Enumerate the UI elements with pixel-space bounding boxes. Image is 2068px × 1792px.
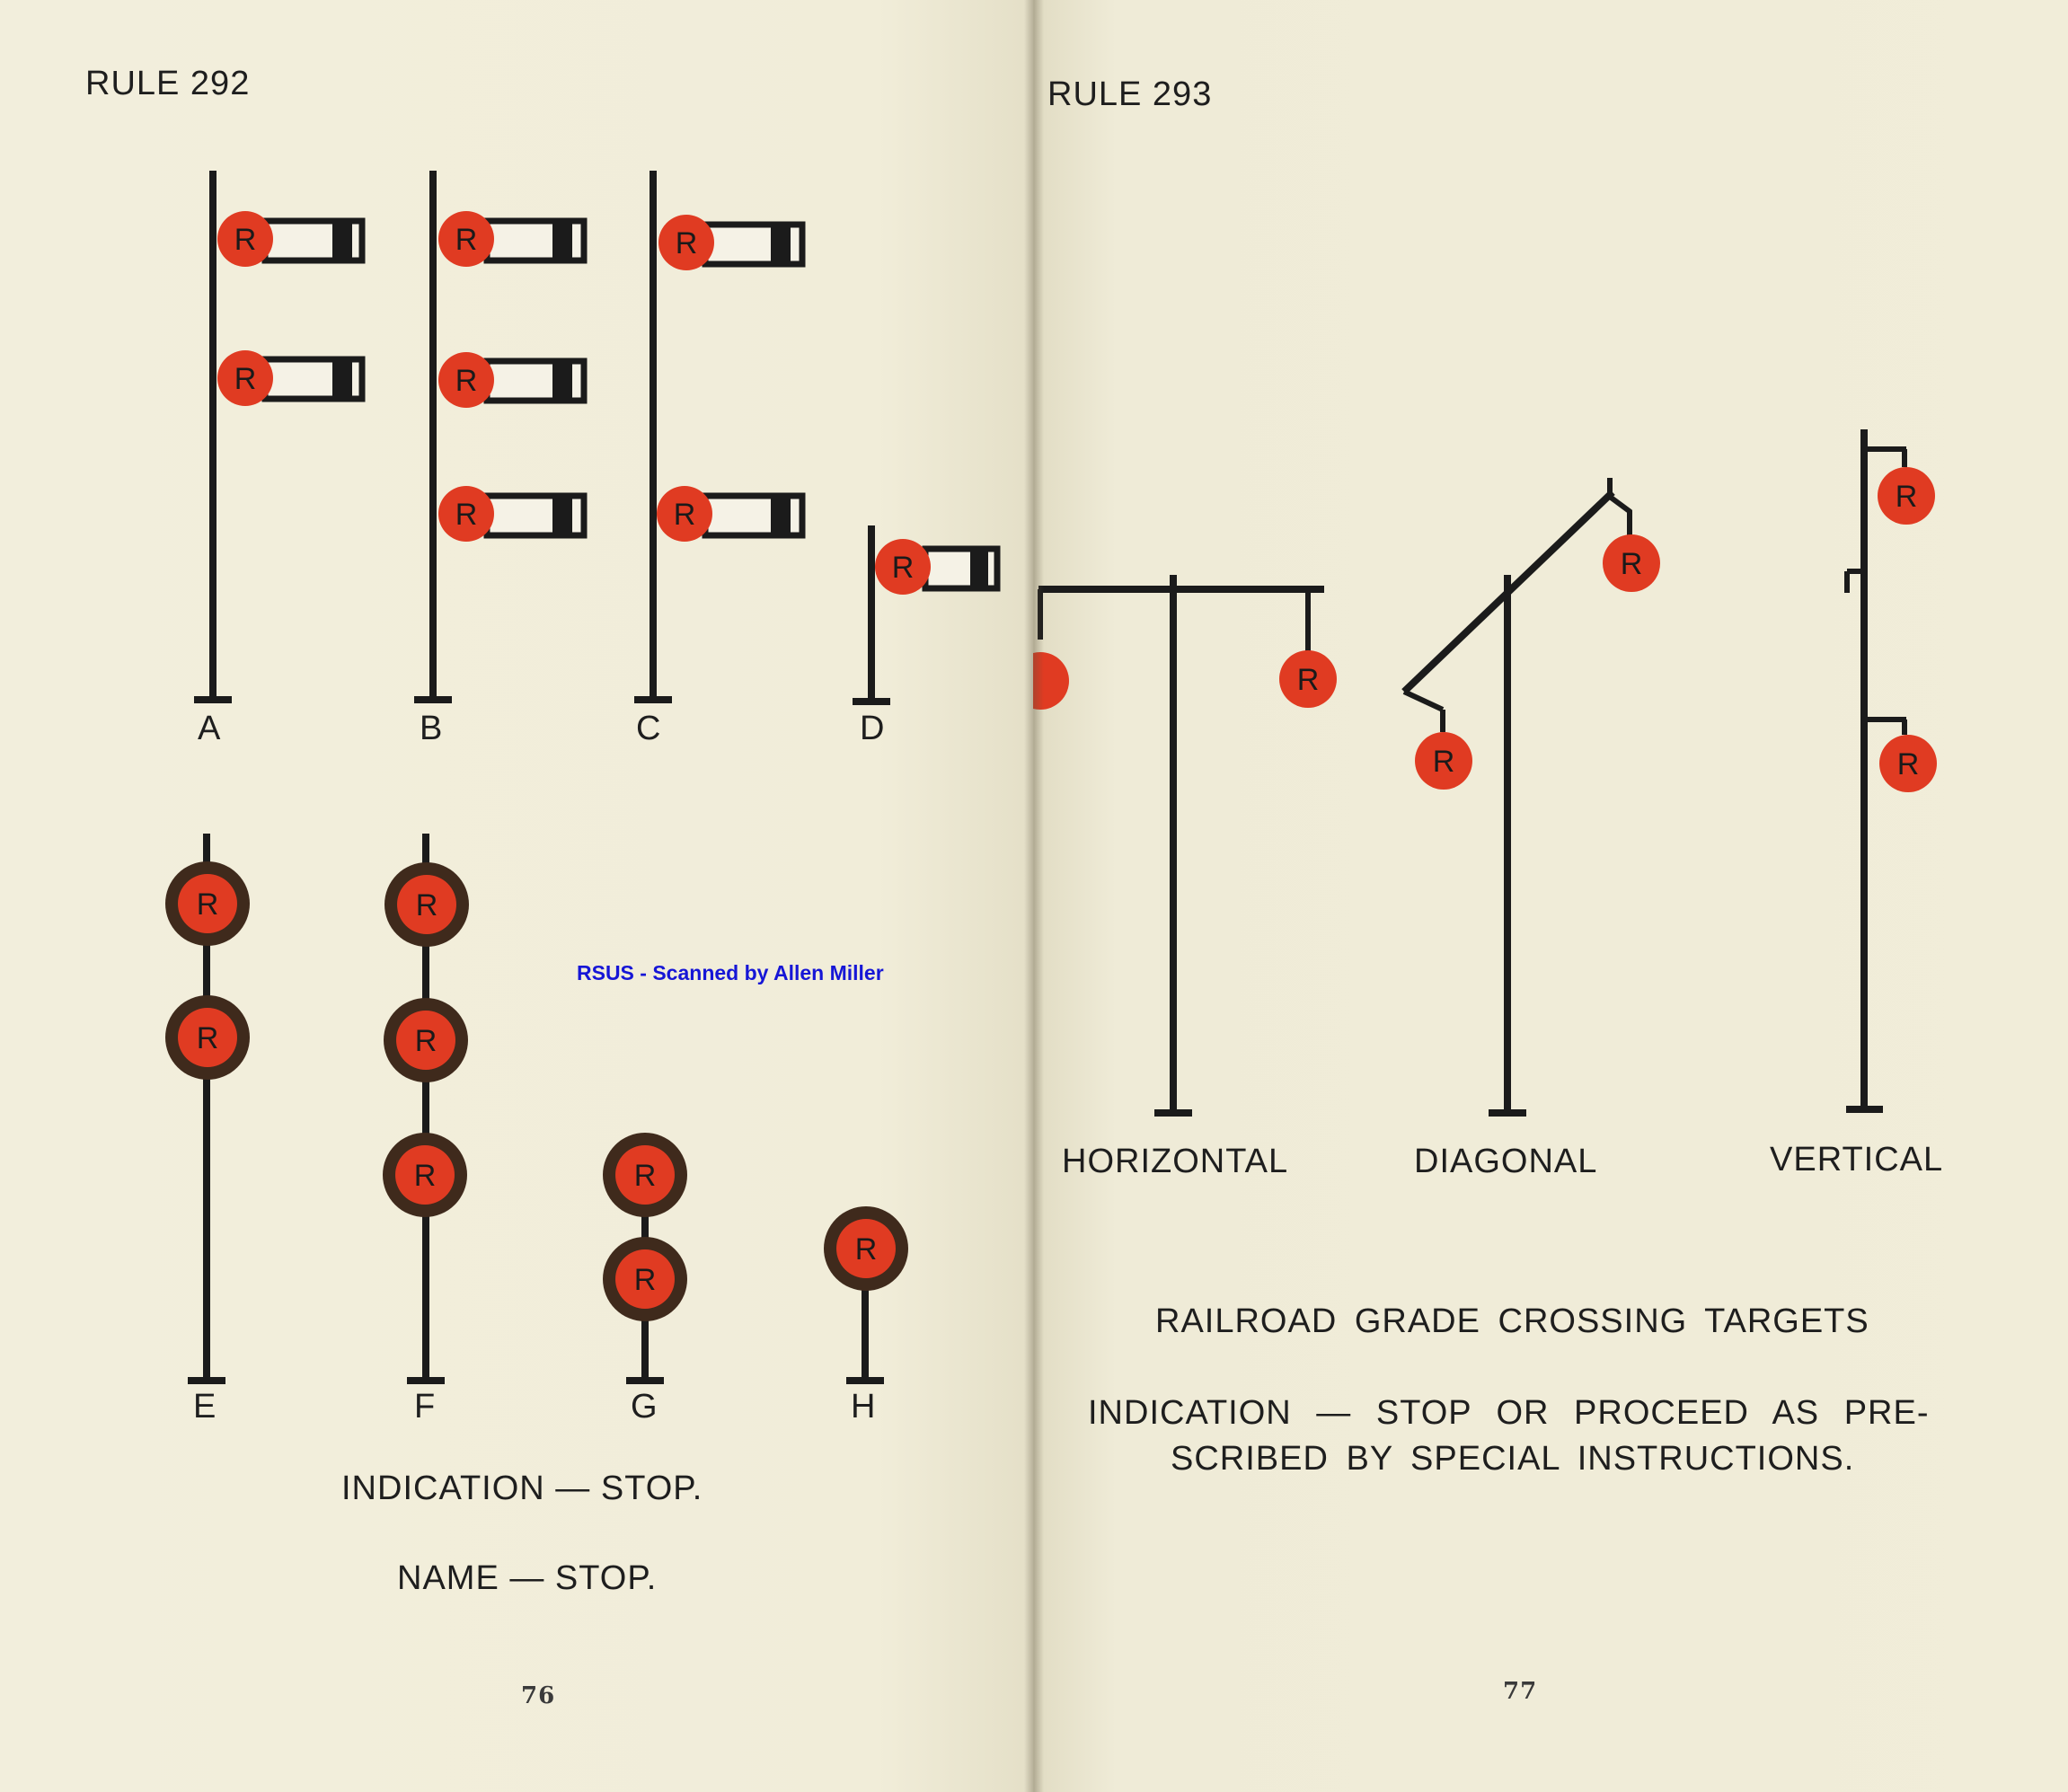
- semaphore-arm: [438, 211, 584, 267]
- book-gutter: [1024, 0, 1044, 1792]
- semaphore-arm: [217, 211, 362, 267]
- semaphore-arm: [875, 539, 997, 595]
- svg-text:R: R: [1620, 547, 1643, 581]
- rule-292-heading: RULE 292: [85, 65, 251, 102]
- signal-c: [634, 171, 802, 701]
- signal-label-a: A: [198, 710, 222, 747]
- signal-d: [853, 525, 997, 702]
- svg-text:R: R: [891, 551, 915, 585]
- svg-text:R: R: [455, 498, 478, 532]
- semaphore-arm: [438, 486, 584, 542]
- signal-label-b: B: [420, 710, 444, 747]
- svg-text:R: R: [455, 223, 478, 257]
- signal-label-e: E: [193, 1388, 217, 1426]
- svg-text:R: R: [455, 364, 478, 398]
- signal-a: [194, 171, 362, 701]
- rule-292-signals: [0, 0, 1033, 1792]
- svg-text:R: R: [196, 1021, 219, 1055]
- target-label-diagonal: DIAGONAL: [1414, 1143, 1598, 1180]
- target-horizontal: [1033, 575, 1337, 1114]
- svg-text:R: R: [196, 887, 219, 922]
- svg-text:R: R: [415, 888, 438, 922]
- signal-label-g: G: [631, 1388, 658, 1426]
- semaphore-arm: [658, 215, 802, 270]
- svg-text:R: R: [633, 1263, 657, 1297]
- svg-text:R: R: [234, 362, 257, 396]
- rule-293-heading: RULE 293: [1047, 75, 1213, 113]
- target-label-horizontal: HORIZONTAL: [1062, 1143, 1289, 1180]
- rule-293-indication-line1: INDICATION — STOP OR PROCEED AS PRE-: [1088, 1394, 1930, 1432]
- target-vertical: [1846, 429, 1937, 1110]
- semaphore-arm: [657, 486, 802, 542]
- svg-text:R: R: [673, 498, 696, 532]
- svg-text:R: R: [633, 1159, 657, 1193]
- target-label-vertical: VERTICAL: [1770, 1141, 1944, 1178]
- signal-e: [165, 834, 250, 1382]
- right-page: [1033, 0, 2068, 1792]
- signal-g: [603, 1133, 687, 1382]
- svg-text:R: R: [675, 226, 698, 260]
- rule-293-targets: [1033, 0, 2068, 1792]
- rule-293-title: RAILROAD GRADE CROSSING TARGETS: [1155, 1302, 1869, 1340]
- svg-text:R: R: [854, 1232, 878, 1267]
- svg-text:R: R: [1895, 480, 1918, 514]
- scan-watermark: RSUS - Scanned by Allen Miller: [577, 961, 884, 984]
- signal-h: [824, 1206, 908, 1382]
- svg-text:R: R: [234, 223, 257, 257]
- signal-label-d: D: [860, 710, 886, 747]
- rule-292-indication: INDICATION — STOP.: [341, 1470, 703, 1507]
- signal-b: [414, 171, 584, 701]
- target-diagonal: [1404, 478, 1660, 1114]
- svg-text:R: R: [1296, 663, 1320, 697]
- left-page: [0, 0, 1033, 1792]
- svg-text:R: R: [413, 1159, 437, 1193]
- rule-293-indication-line2: SCRIBED BY SPECIAL INSTRUCTIONS.: [1171, 1440, 1855, 1478]
- signal-label-f: F: [414, 1388, 437, 1426]
- signal-f: [383, 834, 469, 1382]
- page-number-76: 76: [521, 1682, 556, 1709]
- svg-text:R: R: [1432, 745, 1455, 779]
- svg-text:R: R: [1896, 747, 1920, 781]
- page-number-77: 77: [1503, 1678, 1538, 1705]
- signal-label-h: H: [851, 1388, 877, 1426]
- rule-292-name: NAME — STOP.: [397, 1559, 658, 1597]
- signal-label-c: C: [636, 710, 662, 747]
- semaphore-arm: [217, 350, 362, 406]
- svg-text:R: R: [414, 1024, 437, 1058]
- semaphore-arm: [438, 352, 584, 408]
